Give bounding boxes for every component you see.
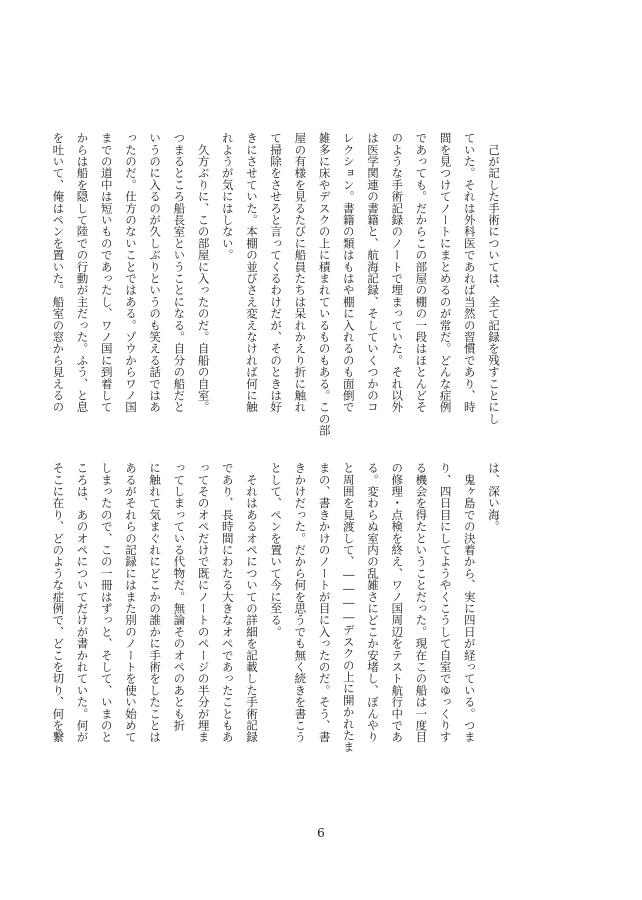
text-line: る。変わらぬ室内の乱雑さにどこか安堵し、ぼんやり [365, 462, 380, 743]
text-block-lower [51, 462, 506, 762]
text-line: として、ペンを置いて今に至る。 [269, 462, 284, 638]
text-line: 雑多に床やデスクの上に積まれているものもある。この部 [317, 132, 332, 437]
text-line: レクション。書籍の類はもはや棚に入れるのも面倒で [341, 132, 356, 413]
text-line: ったのだ。仕方のないことではある。ゾウからワノ国 [123, 132, 138, 413]
text-line: に触れて気まぐれにどこかの誰かに手術をしたことは [148, 462, 163, 743]
text-line: ってしまっている代物だ。無論そのオペのあとも折 [172, 462, 187, 732]
text-line: あるがそれらの記録にはまた別のノートを使い始めて [123, 462, 138, 743]
text-line: ってそのオペだけで既にノートのページの半分が埋ま [196, 462, 211, 743]
text-line: のような手術記録のノートで埋まっていた。それ以外 [390, 132, 405, 413]
text-line: からは船を隠して陸での行動が主だった。ふう、と息 [75, 132, 90, 413]
page-number: 6 [317, 826, 325, 840]
text-line: 屋の有様を見るたびに船員たちは呆れかえり折に触れ [293, 132, 308, 413]
text-line: 鬼ヶ島での決着から、実に四日が経っている。つま [462, 462, 477, 743]
text-line: て掃除をさせろと言ってくるわけだが、そのときは好 [269, 132, 284, 413]
text-line: きにさせていた。本棚の並びさえ変えなければ何に触 [244, 132, 259, 413]
text-line: であり、長時間にわたる大きなオペであったこともあ [220, 462, 235, 743]
text-line: れようが気にはしない。 [220, 132, 235, 261]
text-line: ていた。それは外科医であれば当然の習慣であり、時 [462, 132, 477, 413]
text-line: る機会を得たということだった。現在この船は一度目 [414, 462, 429, 743]
text-line: であっても。だからこの部屋の棚の一段はほとんどそ [414, 132, 429, 413]
text-line: と周囲を見渡して、――――デスクの上に開かれたま [341, 462, 356, 753]
text-line: 久方ぶりに、この部屋に入ったのだ。自船の自室。 [196, 132, 211, 413]
text-line: の修理・点検を終え、ワノ国周辺をテスト航行中であ [390, 462, 405, 743]
text-line: 己が記した手術については、全て記録を残すことにし [487, 132, 501, 425]
text-line: までの道中は短いものであったし、ワノ国に到着して [99, 132, 114, 413]
text-line: そこに在り、どのような症例で、どこを切り、何を繋 [51, 462, 66, 743]
text-line: きかけだった。だから何を思うでも無く続きを書こう [293, 462, 308, 743]
text-line: まの、書きかけのノートが目に入ったのだ。そう、書 [317, 462, 332, 743]
text-line: 間を見つけてノートにまとめるのが常だ。どんな症例 [438, 132, 453, 413]
text-line: を吐いて、俺はペンを置いた。船室の窓から見えるの [51, 132, 66, 413]
text-line: いうのに入るのが久しぶりというのも笑える話ではあ [148, 132, 163, 413]
text-line: は、深い海。 [487, 462, 501, 533]
text-block-upper [51, 132, 506, 437]
text-line: り、四日目にしてようやくこうして自室でゆっくりす [438, 462, 453, 743]
text-line: は医学関連の書籍と、航海記録、そしていくつかのコ [365, 132, 380, 413]
text-line: それはあるオペについての詳細を記載した手術記録 [244, 462, 259, 743]
text-line: しまったので、この一冊はずっと、そして、いまのと [99, 462, 114, 743]
text-line: ころは、あのオペについてだけが書かれていた。何が [75, 462, 90, 743]
text-line: つまるところ船長室ということになる。自分の船だと [172, 132, 187, 413]
